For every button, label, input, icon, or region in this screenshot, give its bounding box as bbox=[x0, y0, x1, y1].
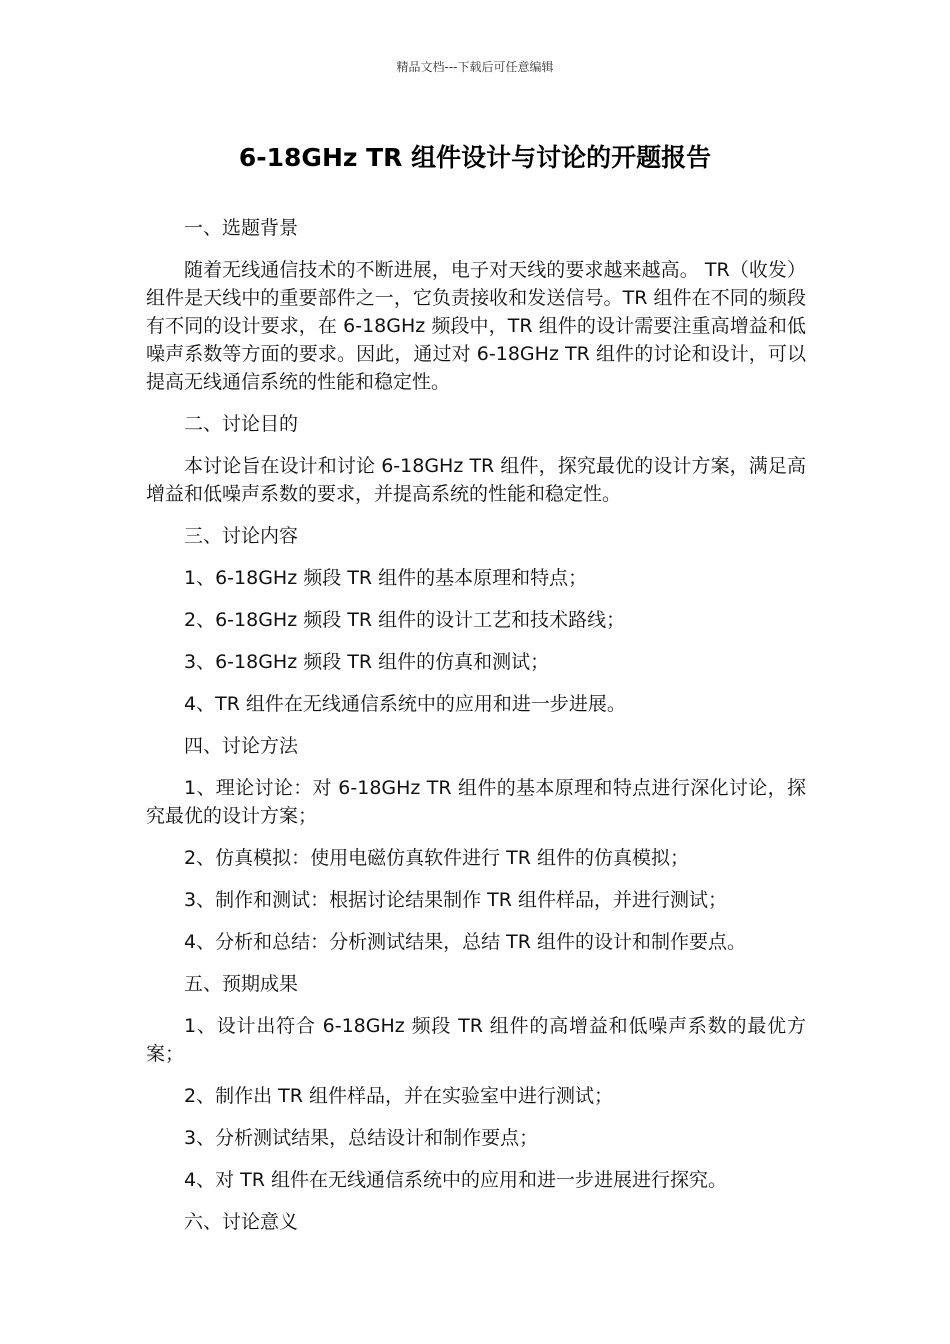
paragraph-purpose: 本讨论旨在设计和讨论 6-18GHz TR 组件，探究最优的设计方案，满足高增益和低噪声系数的要求，并提高系统的性能和稳定性。 bbox=[146, 455, 806, 505]
paragraph-background: 随着无线通信技术的不断进展，电子对天线的要求越来越高。 TR（收发）组件是天线中的重要部件之一，它负责接收和发送信号。TR 组件在不同的频段有不同的设计要求，在 6-18GHz 频段中，TR 组件的设计需要注重高增益和低噪声系数等方面的要求。因此，通过对 6-18GHz TR 组件的讨论和设计，可以提高无线通信系统的性能和稳定性。 bbox=[146, 259, 806, 393]
list-item-results-4: 4、对 TR 组件在无线通信系统中的应用和进一步进展进行探究。 bbox=[184, 1169, 727, 1191]
list-item-method-2: 2、仿真模拟：使用电磁仿真软件进行 TR 组件的仿真模拟； bbox=[184, 847, 689, 869]
list-item-method-4: 4、分析和总结：分析测试结果，总结 TR 组件的设计和制作要点。 bbox=[184, 931, 746, 953]
list-item-results-1: 1、设计出符合 6-18GHz 频段 TR 组件的高增益和低噪声系数的最优方案； bbox=[146, 1015, 806, 1065]
list-item-content-2: 2、6-18GHz 频段 TR 组件的设计工艺和技术路线； bbox=[184, 609, 626, 631]
section-heading-method: 四、讨论方法 bbox=[184, 735, 299, 757]
section-heading-significance: 六、讨论意义 bbox=[184, 1211, 299, 1233]
document-title: 6-18GHz TR 组件设计与讨论的开题报告 bbox=[238, 143, 712, 172]
list-item-content-4: 4、TR 组件在无线通信系统中的应用和进一步进展。 bbox=[184, 693, 626, 715]
section-heading-results: 五、预期成果 bbox=[184, 973, 299, 995]
section-heading-background: 一、选题背景 bbox=[184, 217, 299, 239]
list-item-results-3: 3、分析测试结果，总结设计和制作要点； bbox=[184, 1127, 539, 1149]
list-item-content-1: 1、6-18GHz 频段 TR 组件的基本原理和特点； bbox=[184, 567, 588, 589]
list-item-content-3: 3、6-18GHz 频段 TR 组件的仿真和测试； bbox=[184, 651, 550, 673]
list-item-method-1: 1、理论讨论：对 6-18GHz TR 组件的基本原理和特点进行深化讨论，探究最优的设计方案； bbox=[146, 777, 806, 827]
page-header: 精品文档---下载后可任意编辑 bbox=[396, 60, 554, 74]
list-item-method-3: 3、制作和测试：根据讨论结果制作 TR 组件样品，并进行测试； bbox=[184, 889, 727, 911]
list-item-results-2: 2、制作出 TR 组件样品，并在实验室中进行测试； bbox=[184, 1085, 613, 1107]
section-heading-purpose: 二、讨论目的 bbox=[184, 413, 299, 435]
section-heading-content: 三、讨论内容 bbox=[184, 525, 299, 547]
document-body bbox=[146, 214, 806, 1250]
